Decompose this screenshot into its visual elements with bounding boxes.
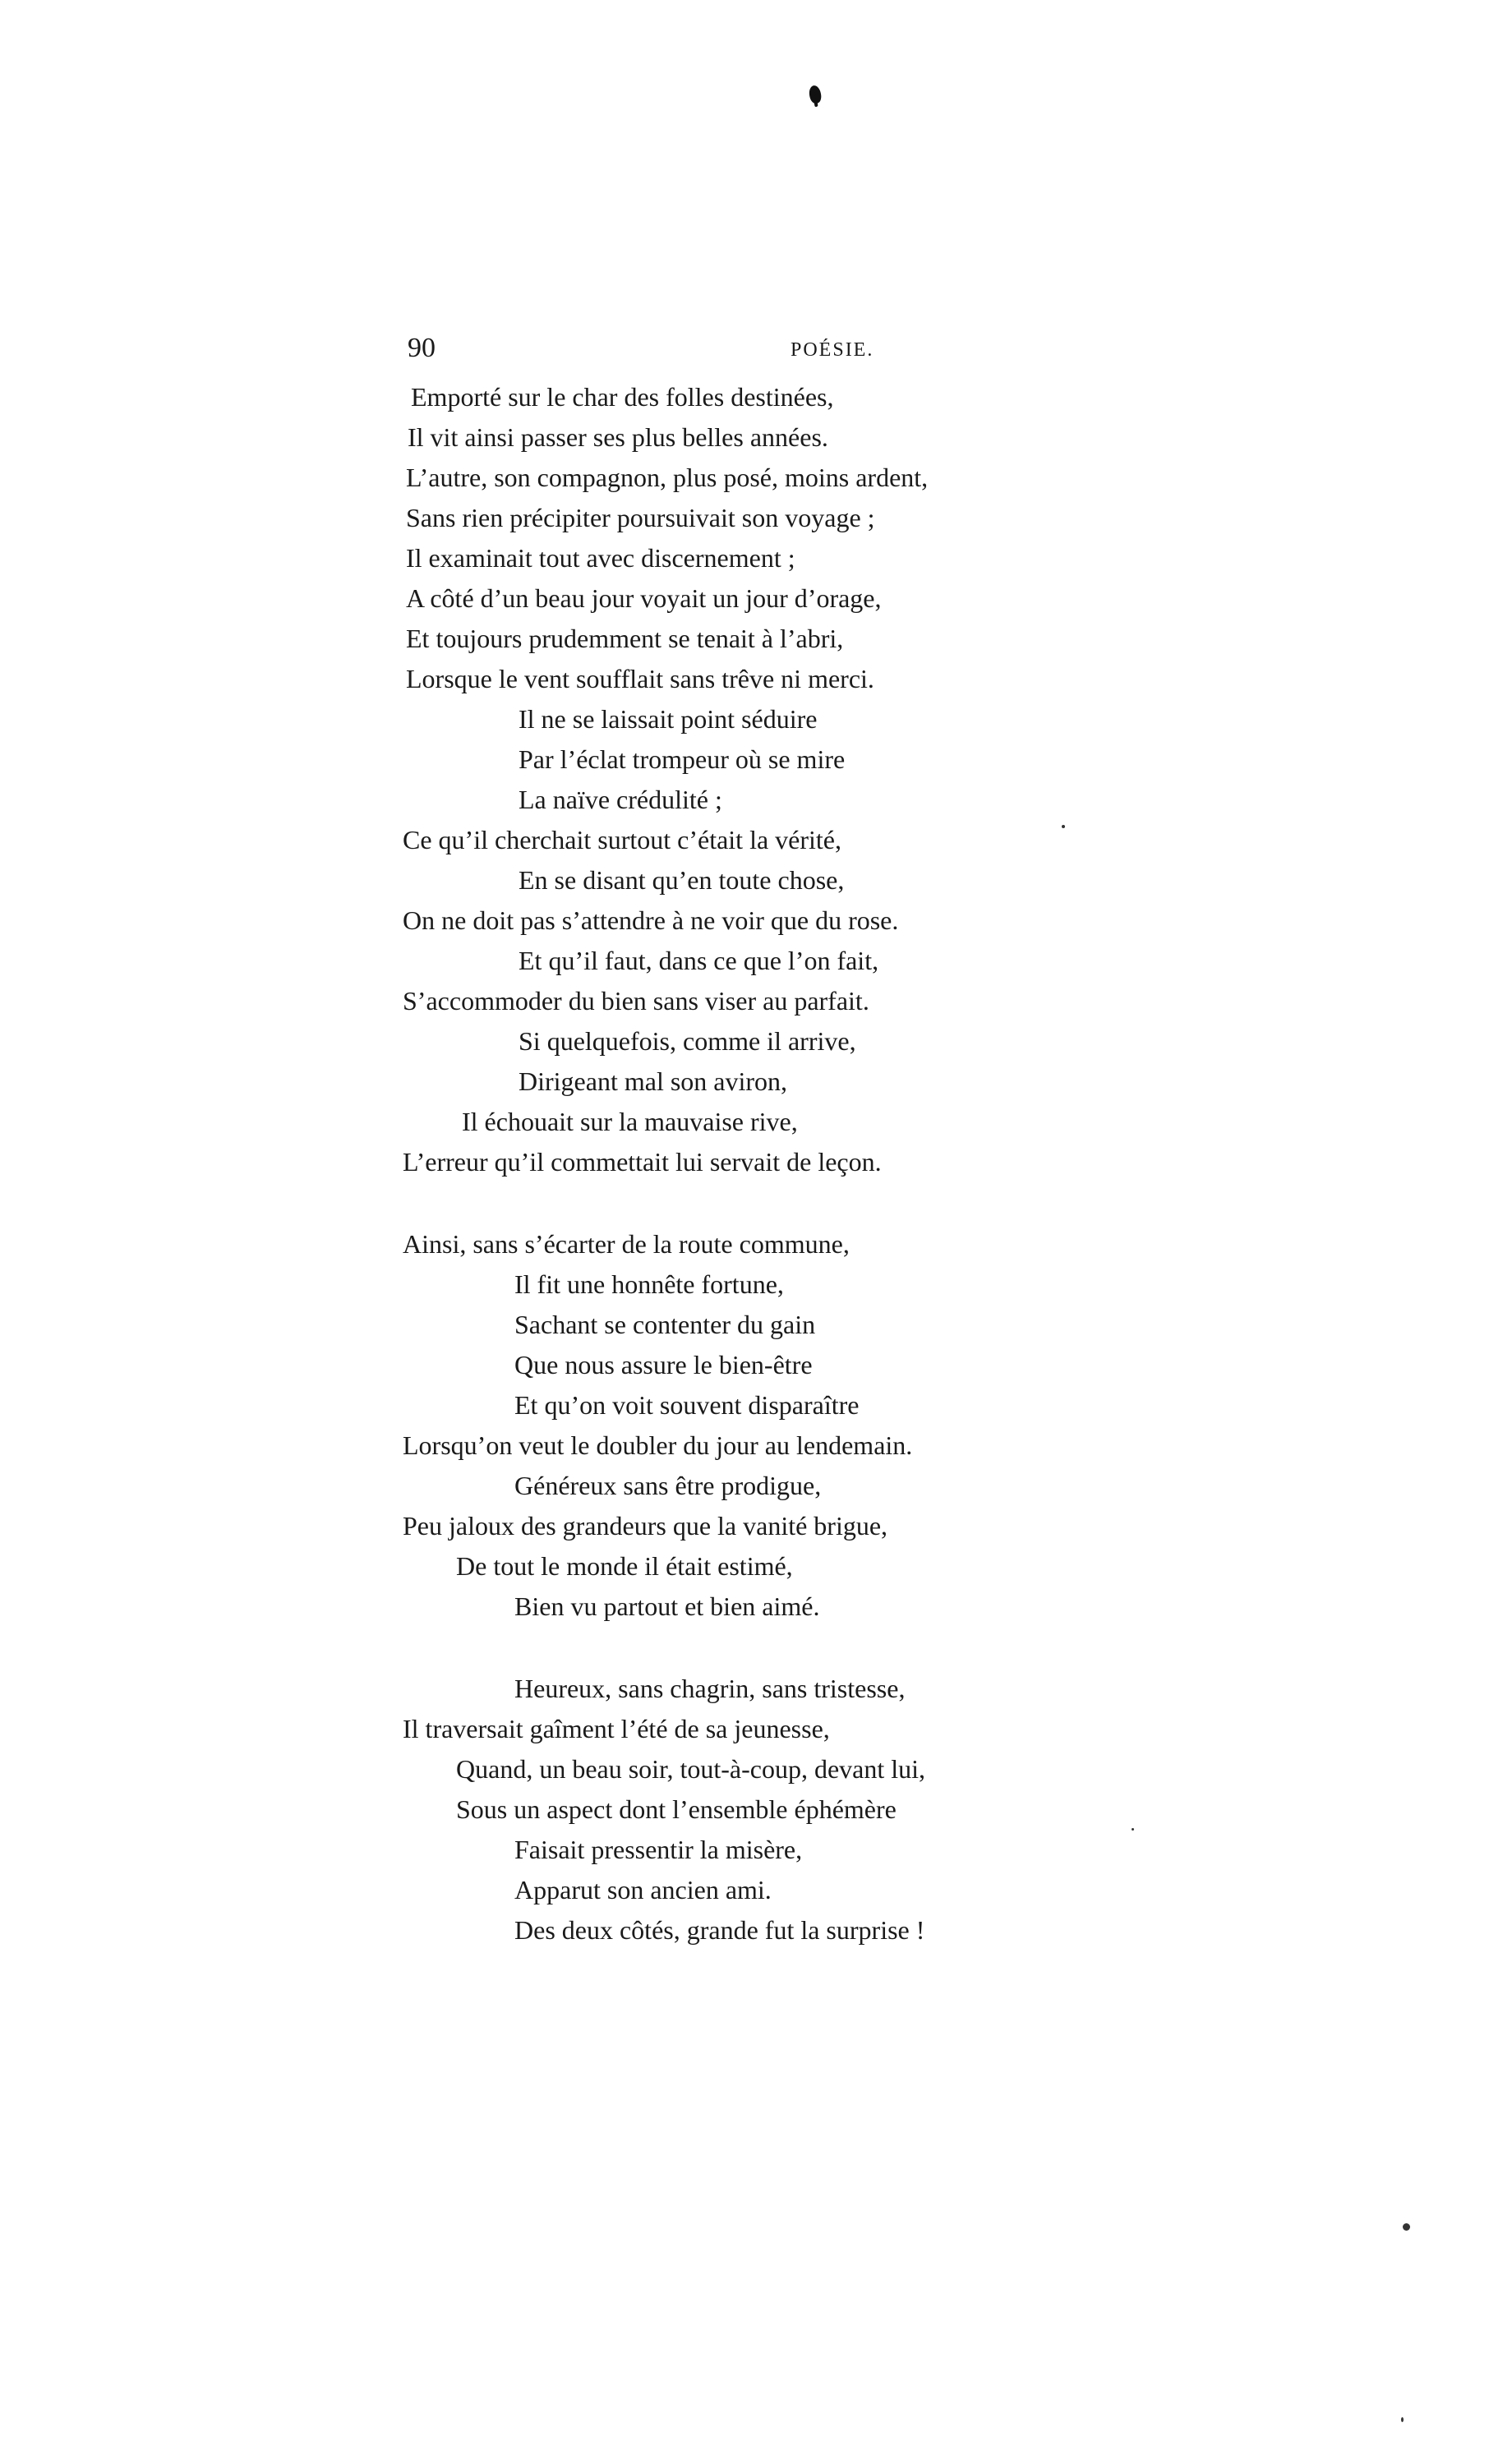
poem-line: Il vit ainsi passer ses plus belles années.: [408, 422, 828, 452]
poem-line: Sous un aspect dont l’ensemble éphémère: [456, 1794, 897, 1824]
poem-line: Sans rien précipiter poursuivait son voyage ;: [406, 503, 875, 532]
ink-blot-mark: [808, 85, 823, 104]
poem-line: Et qu’on voit souvent disparaître: [514, 1390, 860, 1420]
poem-line: Généreux sans être prodigue,: [514, 1471, 822, 1500]
poem-line: Il examinait tout avec discernement ;: [406, 543, 795, 573]
poem-line: A côté d’un beau jour voyait un jour d’orage,: [406, 583, 882, 613]
poem-line: On ne doit pas s’attendre à ne voir que du rose.: [403, 905, 899, 935]
poem-line: Emporté sur le char des folles destinées,: [411, 382, 834, 412]
paper-speck: [1132, 1828, 1134, 1831]
poem-line: Il traversait gaîment l’été de sa jeunesse,: [403, 1714, 830, 1743]
poem-line: Heureux, sans chagrin, sans tristesse,: [514, 1674, 906, 1703]
poem-line: Si quelquefois, comme il arrive,: [519, 1026, 856, 1056]
poem-line: Il fit une honnête fortune,: [514, 1269, 784, 1299]
poem-line: Il ne se laissait point séduire: [519, 704, 818, 734]
poem-line: L’erreur qu’il commettait lui servait de leçon.: [403, 1147, 882, 1177]
poem-line: Des deux côtés, grande fut la surprise !: [514, 1915, 925, 1945]
poem-line: Ce qu’il cherchait surtout c’était la vérité,: [403, 825, 841, 854]
running-title: POÉSIE.: [791, 339, 874, 361]
poem-line: L’autre, son compagnon, plus posé, moins ardent,: [406, 463, 929, 492]
paper-speck: [1403, 2223, 1410, 2231]
paper-speck: [1062, 825, 1065, 828]
poem-line: Par l’éclat trompeur où se mire: [519, 744, 846, 774]
poem-line: Sachant se contenter du gain: [514, 1310, 816, 1339]
poem-line: La naïve crédulité ;: [519, 785, 722, 814]
poem-line: Faisait pressentir la misère,: [514, 1835, 803, 1864]
poem-line: Ainsi, sans s’écarter de la route commune,: [403, 1229, 850, 1259]
page-number: 90: [408, 333, 436, 363]
poem-line: Il échouait sur la mauvaise rive,: [462, 1107, 798, 1136]
poem-line: Et qu’il faut, dans ce que l’on fait,: [519, 946, 879, 975]
poem-line: Et toujours prudemment se tenait à l’abri,: [406, 624, 844, 653]
poem-line: Dirigeant mal son aviron,: [519, 1066, 788, 1096]
poem-line: Que nous assure le bien-être: [514, 1350, 813, 1379]
poem-line: Lorsque le vent soufflait sans trêve ni merci.: [406, 664, 874, 693]
poem-line: Apparut son ancien ami.: [514, 1875, 772, 1904]
page-header: [0, 332, 1512, 365]
poem-line: Peu jaloux des grandeurs que la vanité brigue,: [403, 1511, 888, 1541]
poem-line: En se disant qu’en toute chose,: [519, 865, 845, 895]
poem-line: Lorsqu’on veut le doubler du jour au lendemain.: [403, 1430, 913, 1460]
poem-line: De tout le monde il était estimé,: [456, 1551, 793, 1581]
poem-line: S’accommoder du bien sans viser au parfait.: [403, 986, 869, 1016]
poem-line: Quand, un beau soir, tout-à-coup, devant lui,: [456, 1754, 926, 1784]
poem-line: Bien vu partout et bien aimé.: [514, 1591, 820, 1621]
paper-speck: [1401, 2417, 1404, 2422]
